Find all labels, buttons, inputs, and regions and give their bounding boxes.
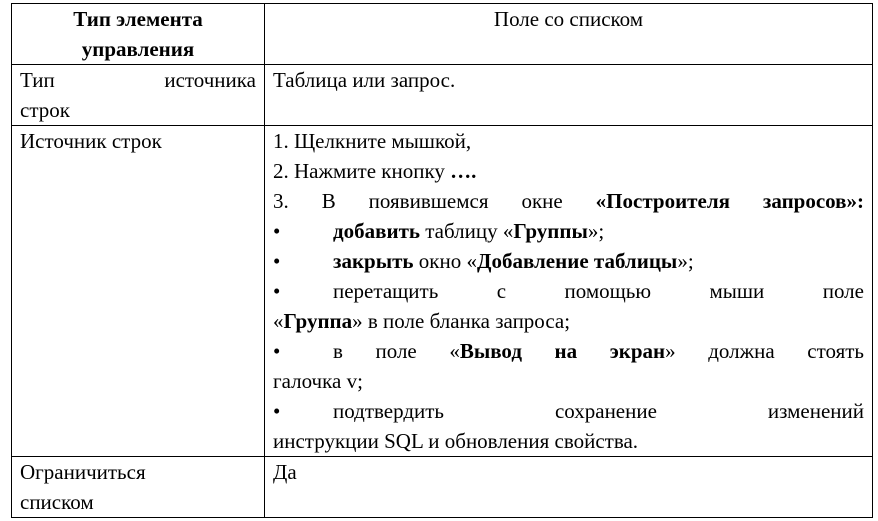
bullet-4-line2: галочка v; [273, 369, 363, 393]
bullet-4-end: » должна стоять [665, 339, 864, 363]
step-1-text: 1. Щелкните мышкой, [273, 129, 472, 153]
bullet-2-bold2: Добавление таблицы [477, 249, 678, 273]
row-label-line2: списком [20, 490, 94, 514]
header-combo-box [265, 4, 873, 65]
properties-table [11, 3, 873, 518]
header-right-text: Поле со списком [493, 7, 644, 31]
bullet-item [273, 396, 864, 426]
bullet-icon: • [273, 249, 281, 273]
bullet-3-end: » в поле бланка запроса; [352, 309, 571, 333]
step-3-bold: «Построителя запросов»: [595, 189, 864, 213]
row-value-row-source [265, 126, 873, 457]
row-label-source-type [12, 65, 265, 126]
header-control-type [12, 4, 265, 65]
row-label-row-source [12, 126, 265, 457]
step-1 [273, 126, 864, 156]
bullet-text [333, 246, 864, 276]
header-left-text: Тип элемента управления [73, 7, 203, 61]
row-value-text: Таблица или запрос. [273, 68, 456, 92]
row-value-text: Да [273, 460, 297, 484]
bullet-1-bold: добавить [333, 219, 420, 243]
row-label-line1: Тип источника [20, 68, 256, 92]
step-3-text: 3. В появившемся окне [273, 189, 596, 213]
bullet-3-line2 [273, 306, 864, 336]
row-value-source-type [265, 65, 873, 126]
bullet-2-end: »; [677, 249, 694, 273]
bullet-4-line1 [333, 336, 864, 366]
row-label-limit-to-list [12, 457, 265, 518]
bullet-3-pre: « [273, 309, 284, 333]
table-header-row [12, 4, 873, 65]
bullet-item [273, 216, 864, 246]
table-row [12, 457, 873, 518]
bullet-icon: • [273, 219, 281, 243]
row-label-text: Источник строк [20, 129, 162, 153]
bullet-icon: • [273, 279, 281, 303]
bullet-icon: • [273, 339, 281, 363]
bullet-item [273, 276, 864, 306]
step-2 [273, 156, 864, 186]
bullet-2-bold: закрыть [333, 249, 414, 273]
row-label-line2: строк [20, 98, 70, 122]
bullet-item [273, 246, 864, 276]
bullet-3-bold: Группа [283, 309, 353, 333]
bullet-text [333, 216, 864, 246]
step-2-bold: …. [450, 159, 477, 183]
row-value-limit-to-list [265, 457, 873, 518]
bullet-5-line1: подтвердить сохранение изменений [333, 399, 864, 423]
bullet-1-bold2: Группы [513, 219, 588, 243]
bullet-1-mid: таблицу « [419, 219, 514, 243]
bullet-icon: • [273, 399, 281, 423]
bullet-4-bold: Вывод на экран [459, 339, 666, 363]
bullet-3-line1: перетащить с помощью мыши поле [333, 279, 864, 303]
bullet-item [273, 336, 864, 366]
bullet-5-line2: инструкции SQL и обновления свойства. [273, 429, 639, 453]
bullet-2-mid: окно « [413, 249, 477, 273]
table-row [12, 126, 873, 457]
step-2-text: 2. Нажмите кнопку [273, 159, 451, 183]
bullet-4-pre: в поле « [333, 339, 460, 363]
bullet-1-end: »; [587, 219, 605, 243]
table-row [12, 65, 873, 126]
step-3 [273, 186, 864, 216]
row-label-line1: Ограничиться [20, 460, 146, 484]
